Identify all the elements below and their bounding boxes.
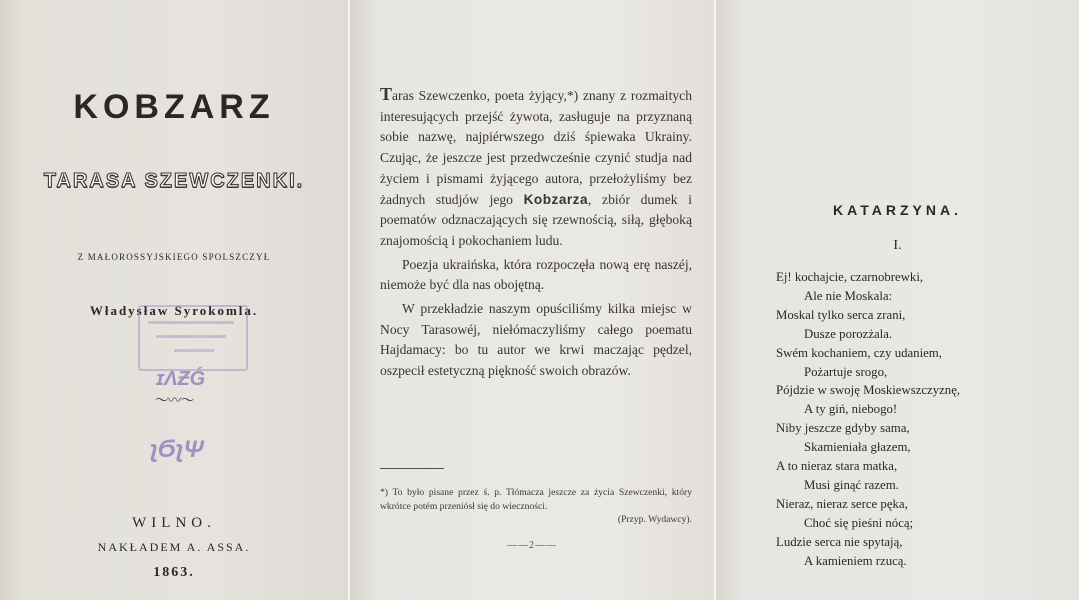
poem-page <box>716 0 1079 600</box>
poem-line: Ale nie Moskala: <box>804 288 893 303</box>
publisher: NAKŁADEM A. ASSA. <box>97 540 251 554</box>
preface-paragraph-2: Poezja ukraińska, która rozpoczęła nową erę naszéj, niemoże być dla nas obojętną. <box>380 256 692 293</box>
poem-line: Pożartuje srogo, <box>804 364 888 379</box>
stamp-mark-icon: ɪΛƵǴ <box>156 368 206 390</box>
book-title: KOBZARZ <box>73 88 275 126</box>
poem-line: Niby jeszcze gdyby sama, <box>776 421 910 436</box>
poem-line: Swém kochaniem, czy udaniem, <box>776 345 942 360</box>
preface-paragraph-1 <box>380 84 692 252</box>
drop-cap: T <box>380 84 393 104</box>
translator-note: Z MAŁOROSSYJSKIEGO SPOLSZCZYŁ <box>77 252 271 262</box>
section-number: I. <box>893 238 902 253</box>
poem-line: Nieraz, nieraz serce pęka, <box>776 496 908 511</box>
poem-line: Pójdzie w swoję Moskiewszczyznę, <box>776 383 961 398</box>
poem-line: Musi ginąć razem. <box>804 477 899 492</box>
preface-text-part: , zbiór dumek i poematów odznaczających się rzewnością, siłą, głęboką znajomością i pokochaniem ludu. <box>380 191 692 248</box>
poem-line: A kamieniem rzucą. <box>804 553 907 568</box>
poem-line: Skamieniała głazem, <box>804 440 911 455</box>
poem-line: Ej! kochajcie, czarnobrewki, <box>776 270 924 284</box>
preface-paragraph-3: W przekładzie naszym opuściliśmy kilka miejsc w Nocy Tarasowéj, niełómaczyliśmy całego poematu Hajdamacy: bo tu autor we krwi maczając pędzel, oszpecił estetyczną piękność swoich obrazów. <box>380 301 692 379</box>
library-stamp <box>138 305 248 371</box>
poem-line: Dusze porozżala. <box>804 326 893 341</box>
preface-text <box>380 84 692 382</box>
title-page <box>0 0 348 600</box>
translator-name: Władysław Syrokomla. <box>89 303 259 318</box>
page-number: ——2—— <box>507 540 557 551</box>
ornament-divider: 〜〰〜 <box>154 394 194 409</box>
book-subtitle: TARASA SZEWCZENKI. <box>43 170 305 192</box>
publication-year: 1863. <box>153 565 195 580</box>
preface-text-part: aras Szewczenko, poeta żyjący,*) znany z rozmaitych interesujących przejść żywota, zasługuje na przyznaną sobie nazwę, najpiérwszego dziś śpiewaka Ukrainy. Czując, że jeszcze jest przedwcześnie czynić studja nad życiem i pismami żyjącego autora, przełożyliśmy bez żadnych studjów jego <box>380 88 692 207</box>
poem-line: A to nieraz stara matka, <box>776 459 898 474</box>
work-title-emphasis: Kobzarza <box>523 191 589 207</box>
inventory-stamp-icon: ʅϬʅΨ <box>150 436 204 463</box>
poem-title: KATARZYNA. <box>833 202 962 218</box>
poem-line: A ty giń, niebogo! <box>804 402 898 417</box>
publication-city: WILNO. <box>132 515 216 531</box>
footnote <box>380 486 692 527</box>
footnote-text: *) To było pisane przez ś. p. Tłómacza jeszcze za życia Szewczenki, który wkrótce potém przeniósł się do wieczności. <box>380 487 692 512</box>
poem-line: Choć się pieśni nócą; <box>804 515 914 530</box>
poem-line: Ludzie serca nie spytają, <box>776 534 903 549</box>
poem-body <box>776 268 960 571</box>
footnote-credit: (Przyp. Wydawcy). <box>617 514 692 525</box>
poem-line: Moskal tylko serca zrani, <box>776 307 906 322</box>
footnote-rule <box>380 468 444 469</box>
preface-page <box>350 0 714 600</box>
